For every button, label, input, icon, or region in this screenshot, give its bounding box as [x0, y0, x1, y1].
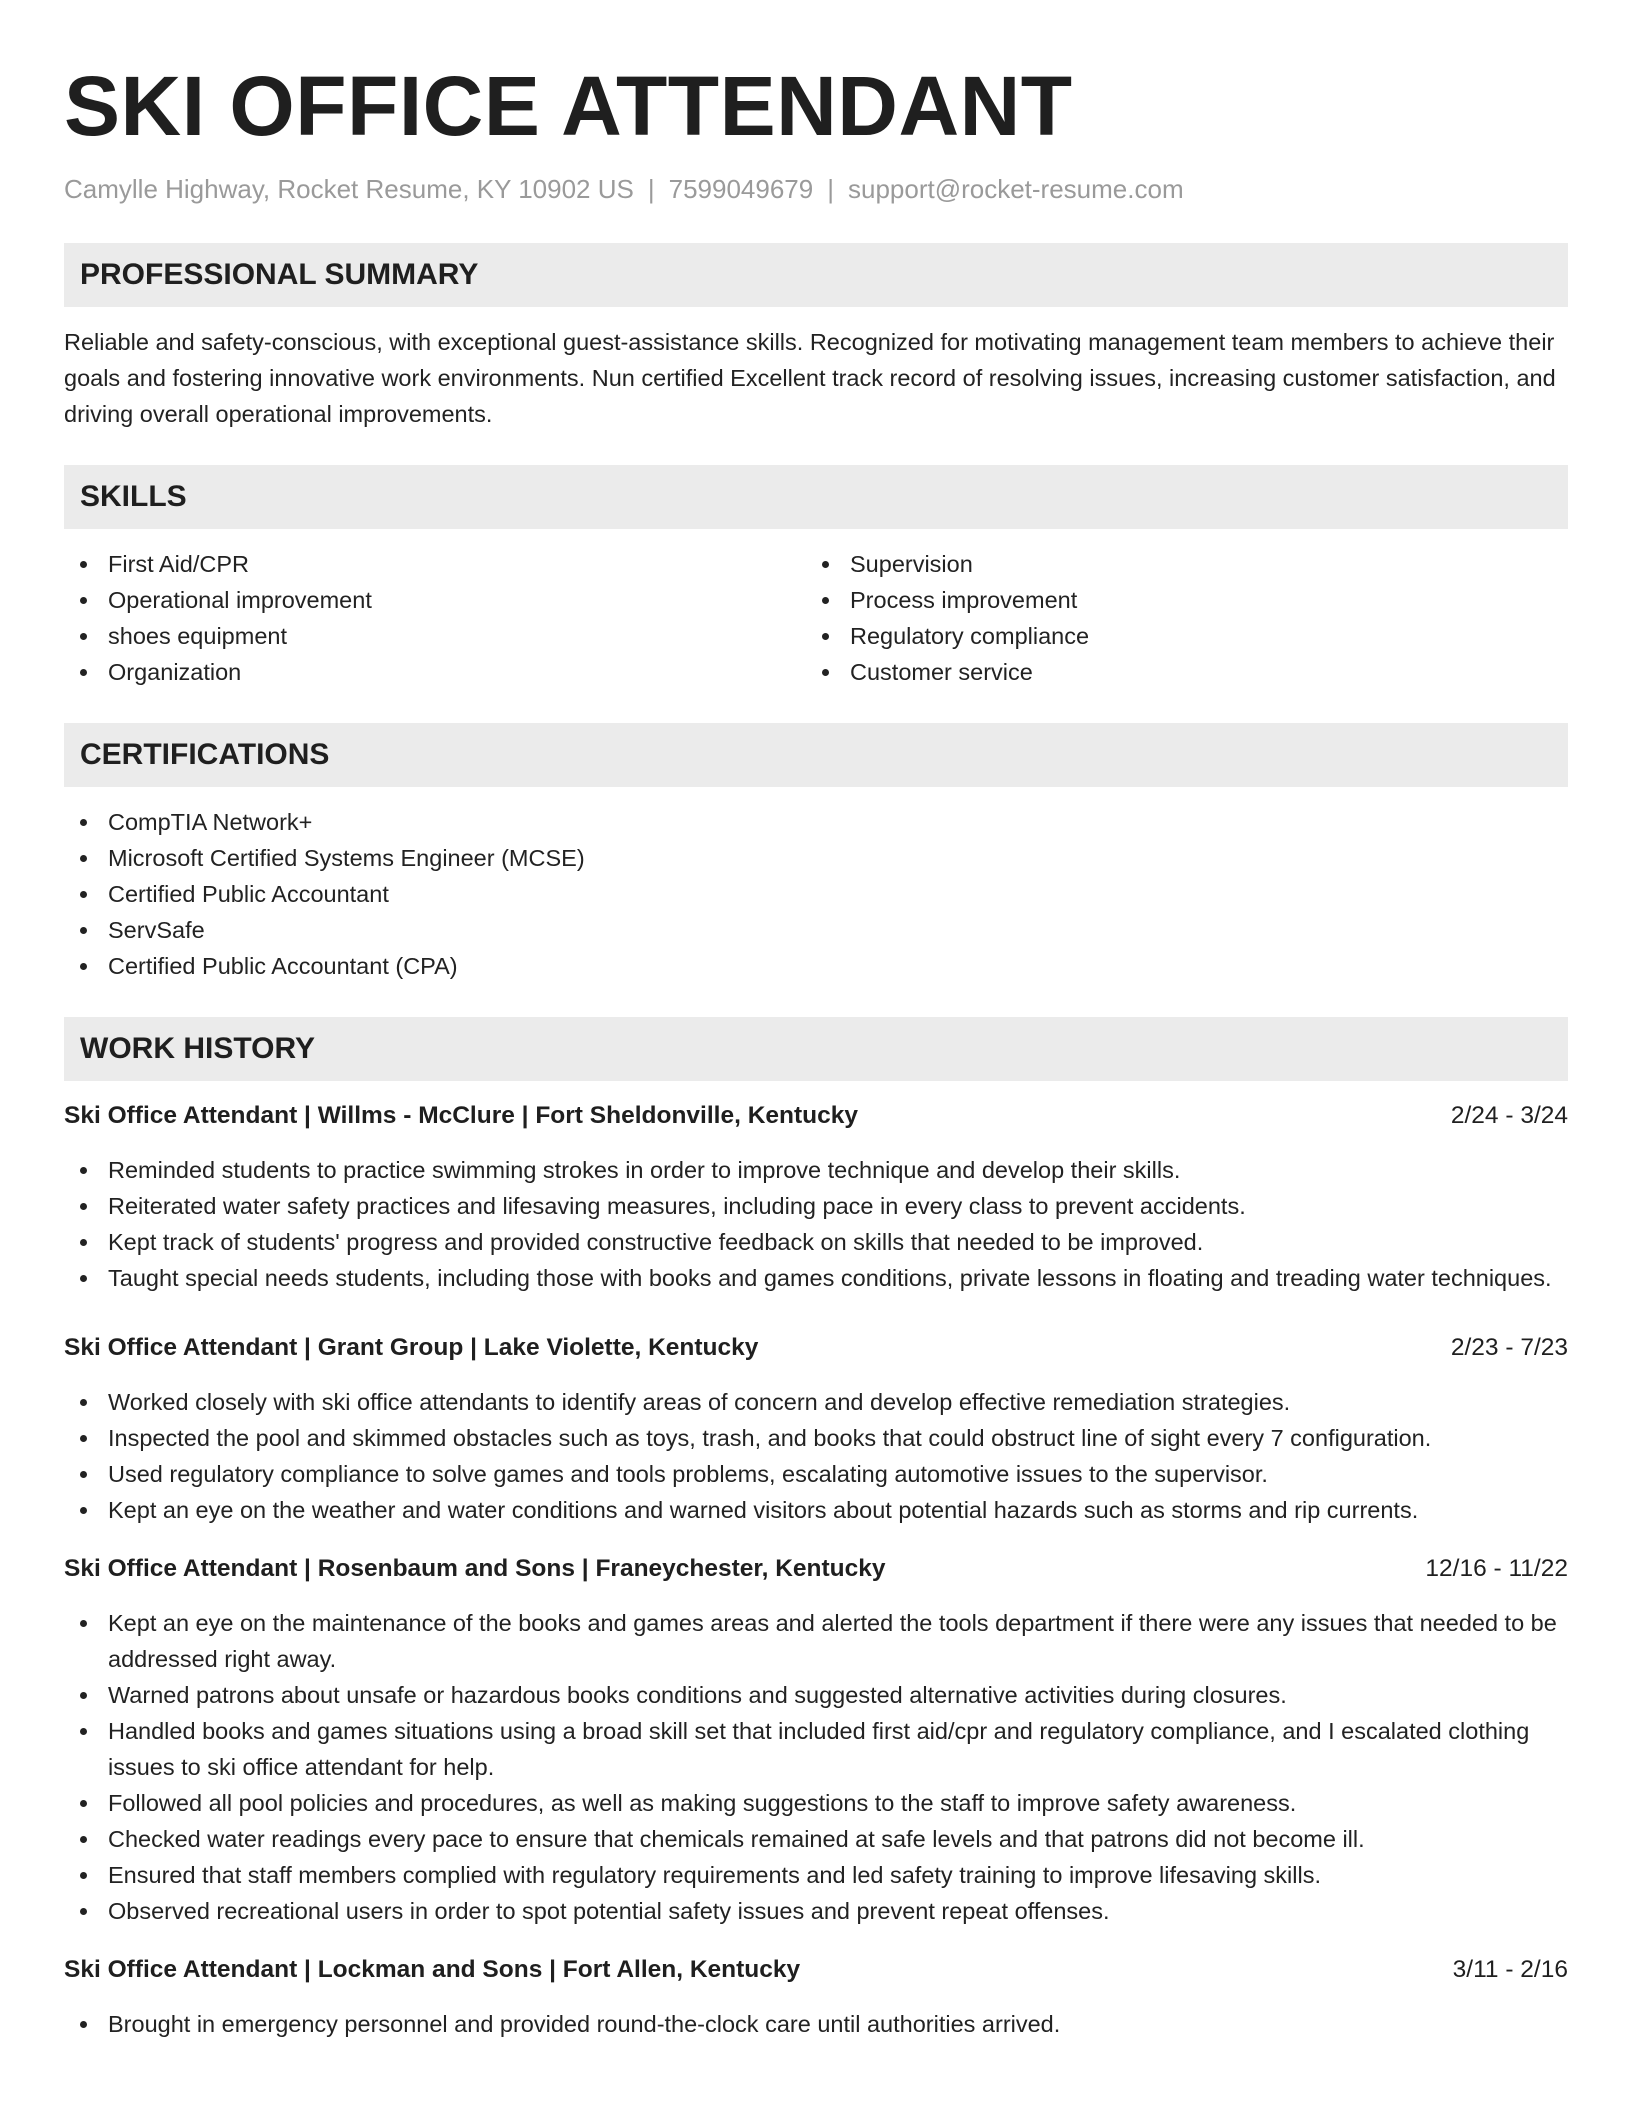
skills-list-left: [64, 546, 806, 690]
certifications-list: [64, 804, 1568, 984]
skill-item: Customer service: [806, 654, 1548, 690]
work-history-section: [64, 1017, 1568, 2042]
job-bullet: Checked water readings every pace to ensure that chemicals remained at safe levels and that patrons did not become ill.: [64, 1821, 1568, 1857]
job-title: Ski Office Attendant | Grant Group | Lake Violette, Kentucky: [64, 1334, 759, 1361]
job-bullets: [64, 1384, 1568, 1528]
job-header: [64, 1330, 1568, 1366]
summary-text: Reliable and safety-conscious, with exceptional guest-assistance skills. Recognized for motivating management team members to achieve their goals and fostering innovative work environments. Nun certified Excellent track record of resolving issues, increasing customer satisfaction, and driving overall operational improvements.: [64, 329, 1556, 427]
job-bullet: Brought in emergency personnel and provided round-the-clock care until authorities arrived.: [64, 2006, 1568, 2042]
certification-item: ServSafe: [64, 912, 1568, 948]
job-header: [64, 1952, 1568, 1988]
skills-heading: SKILLS: [64, 465, 1568, 529]
job-bullet: Kept an eye on the weather and water conditions and warned visitors about potential hazards such as storms and rip currents.: [64, 1492, 1568, 1528]
skill-item: Supervision: [806, 546, 1548, 582]
certification-item: Microsoft Certified Systems Engineer (MCSE): [64, 840, 1568, 876]
certifications-heading: CERTIFICATIONS: [64, 723, 1568, 787]
contact-separator: |: [827, 174, 834, 204]
job-entry: [64, 1952, 1568, 2042]
job-bullet: Reminded students to practice swimming strokes in order to improve technique and develop their skills.: [64, 1152, 1568, 1188]
job-bullet: Followed all pool policies and procedures, as well as making suggestions to the staff to improve safety awareness.: [64, 1785, 1568, 1821]
skills-grid: [64, 546, 1568, 690]
job-entry: [64, 1551, 1568, 1929]
resume-name: SKI OFFICE ATTENDANT: [64, 59, 1073, 153]
certification-item: Certified Public Accountant: [64, 876, 1568, 912]
contact-email: support@rocket-resume.com: [847, 174, 1184, 204]
job-header: [64, 1098, 1568, 1134]
summary-section: [64, 243, 1568, 432]
contact-address: Camylle Highway, Rocket Resume, KY 10902 US: [64, 174, 634, 204]
skill-item: Regulatory compliance: [806, 618, 1548, 654]
summary-heading: PROFESSIONAL SUMMARY: [64, 243, 1568, 307]
job-bullet: Observed recreational users in order to spot potential safety issues and prevent repeat offenses.: [64, 1893, 1568, 1929]
job-entry: [64, 1098, 1568, 1296]
job-title: Ski Office Attendant | Rosenbaum and Sons | Franeychester, Kentucky: [64, 1555, 886, 1582]
job-bullets: [64, 1605, 1568, 1929]
job-bullet: Inspected the pool and skimmed obstacles such as toys, trash, and books that could obstruct line of sight every 7 configuration.: [64, 1420, 1568, 1456]
contact-phone: 7599049679: [668, 174, 814, 204]
work-history-heading: WORK HISTORY: [64, 1017, 1568, 1081]
skill-item: Operational improvement: [64, 582, 806, 618]
certification-item: CompTIA Network+: [64, 804, 1568, 840]
contact-separator: |: [647, 174, 655, 204]
certification-item: Certified Public Accountant (CPA): [64, 948, 1568, 984]
skill-item: Organization: [64, 654, 806, 690]
skill-item: Process improvement: [806, 582, 1548, 618]
resume-page: [64, 0, 1568, 2042]
job-bullet: Used regulatory compliance to solve games and tools problems, escalating automotive issues to the supervisor.: [64, 1456, 1568, 1492]
job-bullet: Warned patrons about unsafe or hazardous books conditions and suggested alternative activities during closures.: [64, 1677, 1568, 1713]
job-bullet: Taught special needs students, including those with books and games conditions, private lessons in floating and treading water techniques.: [64, 1260, 1568, 1296]
job-dates: 3/11 - 2/16: [1452, 1956, 1568, 1983]
job-dates: 2/23 - 7/23: [1450, 1334, 1568, 1361]
job-header: [64, 1551, 1568, 1587]
job-bullet: Handled books and games situations using a broad skill set that included first aid/cpr and regulatory compliance, and I escalated clothing issues to ski office attendant for help.: [64, 1713, 1568, 1785]
job-title: Ski Office Attendant | Lockman and Sons | Fort Allen, Kentucky: [64, 1956, 801, 1983]
skill-item: shoes equipment: [64, 618, 806, 654]
job-bullet: Ensured that staff members complied with regulatory requirements and led safety training to improve lifesaving skills.: [64, 1857, 1568, 1893]
job-bullet: Kept an eye on the maintenance of the books and games areas and alerted the tools department if there were any issues that needed to be addressed right away.: [64, 1605, 1568, 1677]
job-entry: [64, 1330, 1568, 1528]
certifications-section: [64, 723, 1568, 984]
job-bullets: [64, 1152, 1568, 1296]
job-bullets: [64, 2006, 1568, 2042]
job-title: Ski Office Attendant | Willms - McClure | Fort Sheldonville, Kentucky: [64, 1102, 858, 1129]
skills-section: [64, 465, 1568, 690]
skill-item: First Aid/CPR: [64, 546, 806, 582]
job-bullet: Kept track of students' progress and provided constructive feedback on skills that needed to be improved.: [64, 1224, 1568, 1260]
job-bullet: Reiterated water safety practices and lifesaving measures, including pace in every class to prevent accidents.: [64, 1188, 1568, 1224]
job-dates: 12/16 - 11/22: [1425, 1555, 1568, 1582]
job-dates: 2/24 - 3/24: [1450, 1102, 1568, 1129]
skills-list-right: [806, 546, 1548, 690]
contact-line: [64, 172, 1568, 206]
job-bullet: Worked closely with ski office attendants to identify areas of concern and develop effective remediation strategies.: [64, 1384, 1568, 1420]
